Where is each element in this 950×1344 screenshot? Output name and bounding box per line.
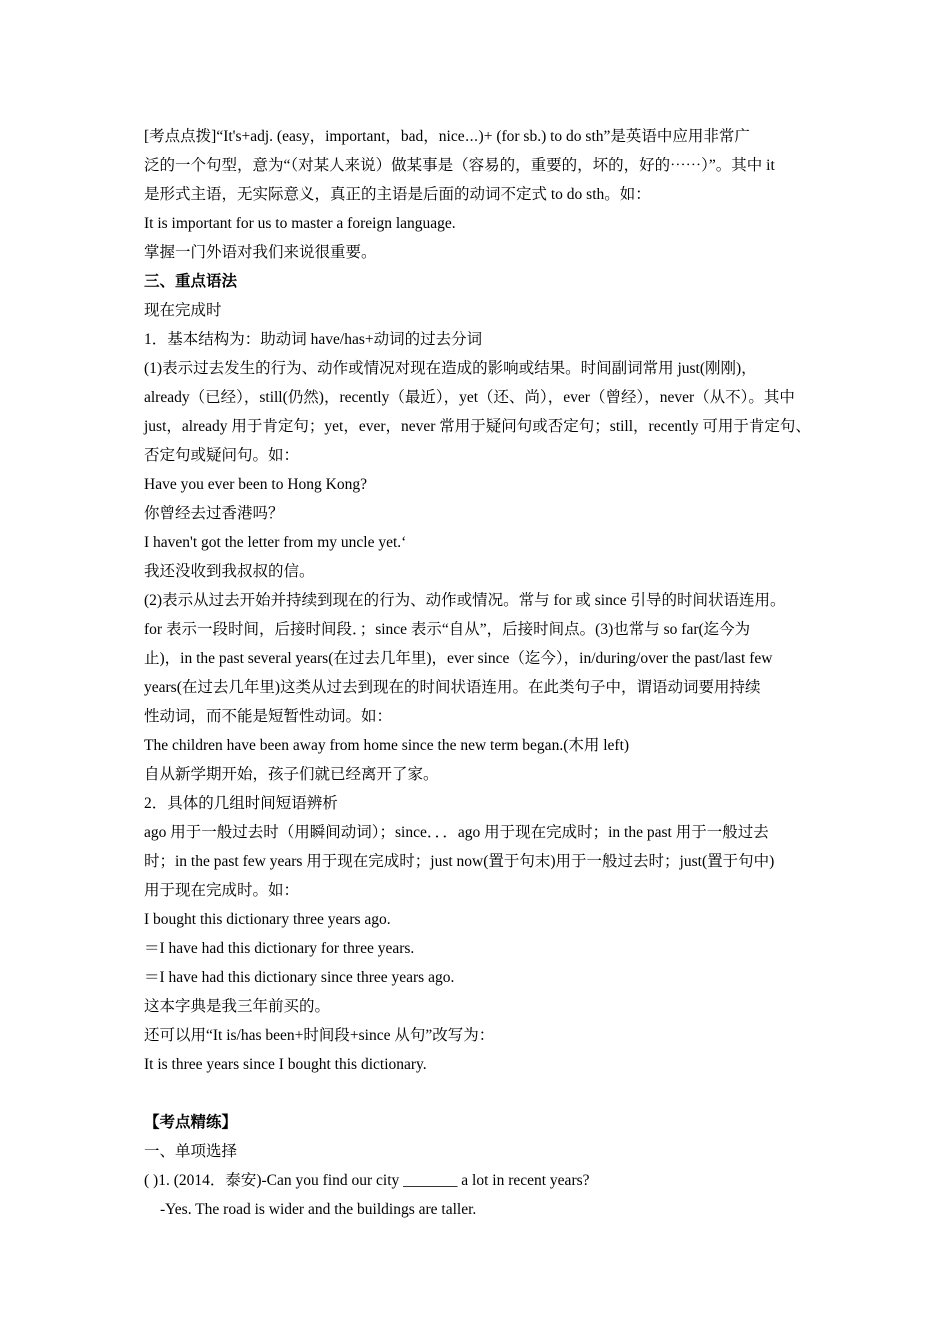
text-line: 现在完成时 bbox=[144, 302, 222, 319]
text-line: [考点点拨]“It's+adj. (easy，important，bad，nice⋯)+ (for sb.) to do sth”是英语中应用非常广 bbox=[144, 128, 750, 145]
text-line: ago 用于一般过去时（用瞬间动词）；since．．．ago 用于现在完成时；in the past 用于一般过去 bbox=[144, 824, 769, 841]
text-line: It is three years since I bought this dictionary. bbox=[144, 1056, 427, 1073]
text-line: for 表示一段时间，后接时间段．；since 表示“自从”，后接时间点。(3)也常与 so far(迄今为 bbox=[144, 621, 751, 638]
text-line: 掌握一门外语对我们来说很重要。 bbox=[144, 244, 377, 261]
section-heading: 三、重点语法 bbox=[144, 273, 238, 290]
text-line: already（已经），still(仍然)，recently（最近），yet（还、尚），ever（曾经），never（从不）。其中 bbox=[144, 389, 795, 406]
text-line: (1)表示过去发生的行为、动作或情况对现在造成的影响或结果。时间副词常用 just(刚刚)， bbox=[144, 360, 757, 377]
section-gap bbox=[144, 1079, 824, 1108]
text-line: (2)表示从过去开始并持续到现在的行为、动作或情况。常与 for 或 since 引导的时间状语连用。 bbox=[144, 592, 786, 609]
question-1: ( )1. (2014．泰安)-Can you find our city _______ a lot in recent years? bbox=[144, 1172, 590, 1189]
text-line: It is important for us to master a foreign language. bbox=[144, 215, 456, 232]
grammar-notes bbox=[144, 122, 824, 1079]
text-line: 用于现在完成时。如： bbox=[144, 882, 300, 899]
text-line: 自从新学期开始，孩子们就已经离开了家。 bbox=[144, 766, 439, 783]
text-line: 1．基本结构为：助动词 have/has+动词的过去分词 bbox=[144, 331, 483, 348]
document-page bbox=[144, 122, 824, 1224]
text-line: 否定句或疑问句。如： bbox=[144, 447, 300, 464]
text-line: 止)，in the past several years(在过去几年里)，ever since（迄今），in/during/over the past/last few bbox=[144, 650, 773, 667]
text-line: 这本字典是我三年前买的。 bbox=[144, 998, 331, 1015]
text-line: 你曾经去过香港吗？ bbox=[144, 505, 284, 522]
text-line: 泛的一个句型，意为“（对某人来说）做某事是（容易的，重要的，坏的，好的⋯⋯）”。其中 it bbox=[144, 157, 775, 174]
text-line: years(在过去几年里)这类从过去到现在的时间状语连用。在此类句子中，谓语动词要用持续 bbox=[144, 679, 761, 696]
text-line: 我还没收到我叔叔的信。 bbox=[144, 563, 315, 580]
text-line: 还可以用“It is/has been+时间段+since 从句”改写为： bbox=[144, 1027, 495, 1044]
text-line: I haven't got the letter from my uncle yet.‘ bbox=[144, 534, 407, 551]
text-line: The children have been away from home since the new term began.(木用 left) bbox=[144, 737, 630, 754]
practice-section-title: 一、单项选择 bbox=[144, 1143, 238, 1160]
text-line: 时；in the past few years 用于现在完成时；just now(置于句末)用于一般过去时；just(置于句中) bbox=[144, 853, 775, 870]
text-line: I bought this dictionary three years ago. bbox=[144, 911, 391, 928]
text-line: 是形式主语，无实际意义，真正的主语是后面的动词不定式 to do sth。如： bbox=[144, 186, 651, 203]
text-line: ＝I have had this dictionary for three years. bbox=[144, 940, 415, 957]
text-line: ＝I have had this dictionary since three years ago. bbox=[144, 969, 455, 986]
text-line: just，already 用于肯定句；yet，ever，never 常用于疑问句或否定句；still，recently 可用于肯定句、 bbox=[144, 418, 811, 435]
practice-heading: 【考点精练】 bbox=[144, 1114, 238, 1131]
text-line: Have you ever been to Hong Kong? bbox=[144, 476, 367, 493]
text-line: 性动词，而不能是短暂性动词。如： bbox=[144, 708, 393, 725]
text-line: 2．具体的几组时间短语辨析 bbox=[144, 795, 338, 812]
question-1-dialogue: -Yes. The road is wider and the buildings are taller. bbox=[160, 1201, 477, 1218]
